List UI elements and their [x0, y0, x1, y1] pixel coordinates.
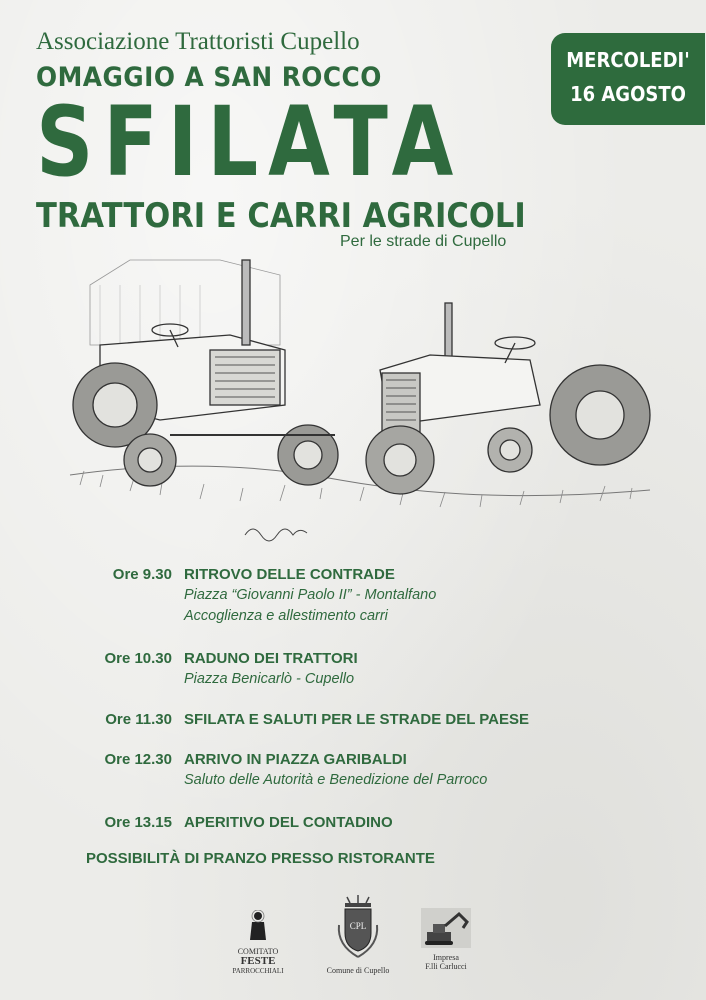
comune-logo: [318, 895, 398, 975]
program-time: Ore 10.30: [104, 650, 172, 667]
comune-label: Comune di Cupello: [326, 966, 390, 975]
subtitle: TRATTORI E CARRI AGRICOLI: [36, 196, 526, 236]
date-date: 16 AGOSTO: [570, 82, 686, 106]
date-day: MERCOLEDI': [566, 48, 690, 72]
comitato-line1: COMITATO: [237, 947, 279, 956]
program-title: RITROVO DELLE CONTRADE: [184, 566, 395, 583]
location-line: Per le strade di Cupello: [340, 233, 507, 250]
program-time: Ore 11.30: [105, 711, 172, 728]
date-badge: [551, 33, 705, 125]
association-name: Associazione Trattoristi Cupello: [36, 28, 360, 55]
program-title: SFILATA E SALUTI PER LE STRADE DEL PAESE: [184, 711, 530, 728]
program-time: Ore 12.30: [104, 751, 172, 768]
program-title: ARRIVO IN PIAZZA GARIBALDI: [184, 751, 407, 768]
program-detail: Piazza “Giovanni Paolo II” - Montalfano: [184, 587, 437, 603]
main-title: SFILATA: [36, 86, 464, 198]
lunch-note: POSSIBILITÀ DI PRANZO PRESSO RISTORANTE: [86, 850, 435, 867]
program-detail: Accoglienza e allestimento carri: [184, 608, 388, 624]
comune-badge: CPL: [349, 921, 367, 931]
program-time: Ore 13.15: [104, 814, 172, 831]
comitato-logo: [228, 910, 288, 976]
saint-statue-icon: [243, 910, 273, 942]
comitato-line2: FESTE: [240, 955, 276, 967]
impresa-line2: F.lli Carlucci: [425, 962, 467, 971]
program-detail: Piazza Benicarlò - Cupello: [184, 671, 355, 687]
program-time: Ore 9.30: [112, 566, 172, 583]
program-title: APERITIVO DEL CONTADINO: [184, 814, 393, 831]
program-detail: Saluto delle Autorità e Benedizione del Parroco: [184, 772, 488, 788]
excavator-icon: [421, 908, 471, 948]
coat-of-arms-icon: [335, 895, 381, 961]
impresa-logo: [414, 908, 478, 971]
comitato-line3: PARROCCHIALI: [232, 967, 284, 975]
vintage-tractors-sketch-icon: [60, 255, 660, 555]
omaggio-heading: OMAGGIO A SAN ROCCO: [36, 62, 382, 93]
impresa-line1: Impresa: [433, 953, 459, 962]
program-title: RADUNO DEI TRATTORI: [184, 650, 358, 667]
